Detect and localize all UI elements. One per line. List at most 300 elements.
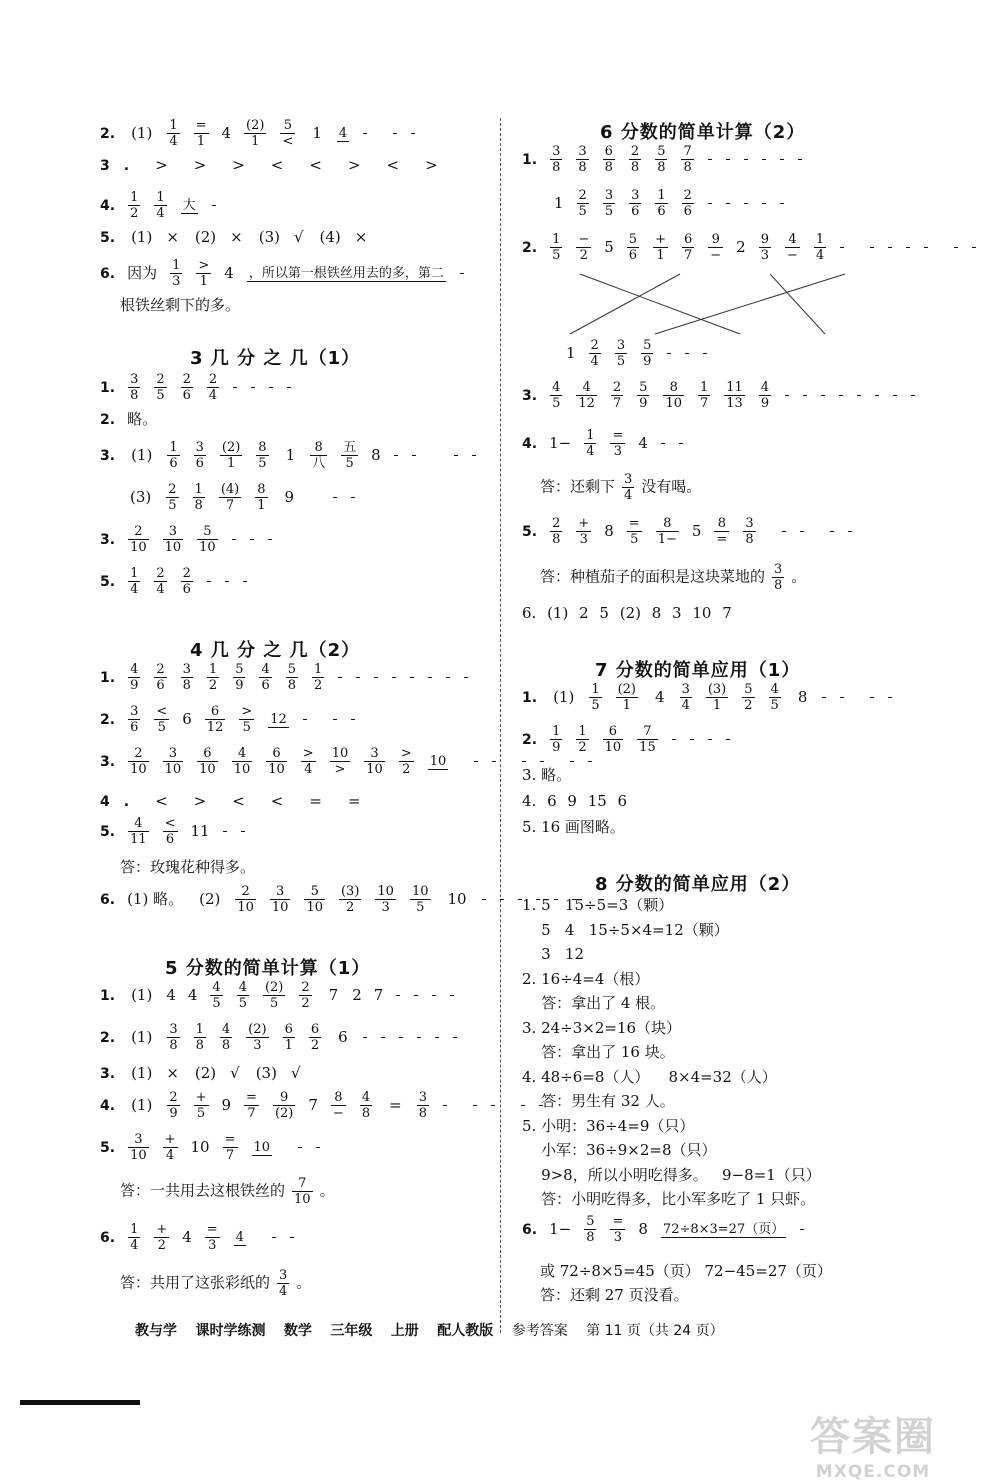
numerator	[454, 455, 458, 456]
numerator	[492, 761, 496, 762]
fraction	[252, 1140, 273, 1156]
denominator: 6	[261, 678, 270, 693]
part-label: (3)	[255, 1064, 277, 1082]
numerator	[703, 353, 707, 354]
answer-line	[100, 662, 475, 693]
fraction	[610, 428, 625, 459]
answer-token: ×	[354, 228, 368, 246]
answer-line	[548, 188, 791, 219]
footer-ref: 参考答案	[511, 1323, 568, 1339]
fraction	[570, 761, 574, 762]
fraction	[193, 482, 205, 513]
numerator	[685, 353, 689, 354]
matching-lines	[540, 272, 860, 342]
numerator	[840, 697, 844, 698]
fraction	[655, 188, 667, 219]
part-label: (1)	[131, 1027, 153, 1046]
numerator	[780, 159, 784, 160]
numerator: 2	[552, 516, 561, 531]
fraction	[685, 353, 689, 354]
question-number: 6.	[100, 891, 116, 908]
footer-volume: 上册	[390, 1323, 419, 1339]
answer-text: 答：男生有 32 人。	[522, 1092, 675, 1110]
numerator: >	[198, 258, 210, 273]
answer-token: >	[347, 156, 375, 174]
numerator	[839, 395, 843, 396]
fraction	[726, 739, 730, 740]
denominator: 6	[628, 248, 638, 263]
fraction	[446, 677, 450, 678]
denominator: 5	[258, 456, 267, 471]
numerator: 9	[273, 1090, 295, 1106]
numerator: 6	[205, 704, 226, 720]
fraction	[759, 380, 771, 411]
fraction	[762, 203, 766, 204]
numerator	[800, 1229, 804, 1230]
numerator: 7	[637, 724, 658, 740]
numerator	[911, 395, 915, 396]
fraction	[616, 682, 638, 713]
denominator: 4	[624, 488, 633, 503]
fraction	[724, 380, 745, 411]
denominator: 8	[130, 388, 139, 403]
fraction	[443, 1105, 447, 1106]
fraction	[399, 1037, 403, 1038]
fraction	[518, 899, 522, 900]
fraction	[785, 232, 800, 263]
denominator: 9	[643, 354, 652, 369]
answer-line	[100, 816, 252, 847]
denominator: 12	[578, 396, 595, 411]
numerator: 8	[331, 1090, 346, 1106]
numerator	[708, 739, 712, 740]
answer-token: ×	[166, 1064, 179, 1082]
section-title: 3 几 分 之 几（1）	[190, 348, 361, 369]
fraction	[364, 746, 385, 777]
fraction	[893, 395, 897, 396]
fraction	[822, 697, 826, 698]
fraction	[128, 1132, 149, 1163]
denominator: 2	[310, 1038, 320, 1053]
numerator: >	[400, 746, 412, 761]
denominator: 3	[381, 900, 390, 915]
denominator: 4	[590, 354, 599, 369]
part-label: 7	[328, 985, 339, 1004]
denominator: 7	[612, 396, 622, 411]
numerator	[399, 1037, 403, 1038]
denominator: 9	[639, 396, 648, 411]
fraction	[577, 188, 589, 219]
answer-token: 8	[604, 521, 614, 540]
denominator: 5	[168, 498, 177, 513]
numerator: 3	[195, 440, 204, 455]
fraction	[410, 884, 431, 915]
numerator: 6	[197, 746, 218, 762]
fraction	[870, 697, 874, 698]
numerator	[269, 387, 273, 388]
fraction	[232, 746, 253, 777]
fraction	[212, 205, 216, 206]
fraction	[428, 754, 449, 770]
numerator	[381, 1037, 385, 1038]
denominator: 5	[242, 720, 251, 735]
fraction	[576, 724, 588, 755]
fraction	[233, 662, 245, 693]
numerator	[351, 497, 355, 498]
numerator: 2	[630, 144, 640, 159]
denominator: 9	[130, 678, 139, 693]
answer-token: 2	[736, 237, 746, 256]
numerator	[207, 581, 211, 582]
numerator	[392, 677, 396, 678]
denominator: 2	[579, 248, 588, 263]
numerator: 10	[411, 884, 429, 899]
denominator: 10	[130, 762, 147, 777]
fraction	[243, 581, 247, 582]
denominator: 5	[578, 204, 587, 219]
fraction	[772, 562, 784, 593]
denominator: 6	[657, 204, 666, 219]
answer-text: 答：共用了这张彩纸的	[120, 1273, 271, 1292]
fraction	[250, 539, 254, 540]
answer-token: 1−	[549, 433, 572, 452]
fraction	[163, 524, 184, 555]
footer-page-number: 第 11 页（共 24 页）	[586, 1323, 724, 1339]
watermark-text: 答案圈	[810, 1414, 936, 1460]
denominator: 7	[683, 248, 693, 263]
denominator: 4	[304, 762, 313, 777]
footer-series: 课时学练测	[195, 1323, 266, 1339]
answer-line	[100, 156, 458, 175]
fraction	[690, 739, 694, 740]
denominator: 6	[182, 388, 191, 403]
fraction	[167, 1090, 179, 1121]
denominator: 10	[130, 540, 147, 555]
answer-text: 3. 24÷3×2=16（块）	[522, 1018, 682, 1037]
denominator: −	[710, 248, 722, 263]
denominator: <	[282, 134, 294, 149]
question-number: 1.	[522, 151, 538, 168]
numerator: 3	[681, 682, 690, 697]
denominator: 10	[237, 900, 254, 915]
answer-line	[100, 1222, 301, 1253]
denominator: 10	[604, 740, 622, 755]
numerator	[744, 159, 748, 160]
answer-text: 。	[296, 1273, 312, 1292]
denominator: 8	[169, 1038, 178, 1053]
numerator: +	[156, 1222, 168, 1237]
question-number: 2.	[522, 731, 538, 748]
fraction	[128, 816, 149, 847]
denominator: 6	[683, 204, 692, 219]
denominator: −	[332, 1106, 344, 1121]
numerator: 1	[194, 482, 203, 497]
numerator	[782, 531, 786, 532]
denominator: 4	[130, 1238, 139, 1253]
answer-token: 4	[182, 1227, 192, 1246]
numerator: 6	[310, 1022, 320, 1037]
denominator: 8	[182, 678, 191, 693]
denominator: 10	[366, 762, 383, 777]
numerator	[272, 1237, 276, 1238]
answer-sentence	[120, 1268, 311, 1299]
answer-line	[100, 566, 254, 597]
denominator: 6	[130, 720, 139, 735]
fraction	[627, 516, 642, 547]
denominator: 9	[552, 740, 561, 755]
fraction	[154, 566, 166, 597]
fraction	[128, 746, 149, 777]
denominator: 1	[199, 274, 208, 289]
fraction	[492, 761, 496, 762]
numerator	[303, 719, 307, 720]
numerator: 1	[578, 724, 587, 739]
fraction	[972, 247, 976, 248]
answer-line	[100, 440, 483, 471]
question-number: 5.	[100, 1139, 116, 1156]
numerator: 4	[130, 662, 139, 677]
part-label: (4)	[319, 228, 341, 246]
numerator	[679, 443, 683, 444]
fraction	[241, 831, 245, 832]
denominator: 5	[196, 1106, 206, 1121]
answer-line	[522, 516, 859, 547]
numerator: 3	[270, 884, 291, 900]
numerator	[435, 1037, 439, 1038]
numerator	[500, 899, 504, 900]
fraction	[454, 455, 458, 456]
answer-text: 5. 小明：36÷4=9（只）	[522, 1116, 695, 1135]
fraction	[154, 1222, 169, 1253]
denominator: 8	[578, 160, 587, 175]
denominator: 8	[745, 532, 754, 547]
answer-token: 7	[308, 1095, 318, 1114]
fraction	[656, 516, 679, 547]
numerator	[906, 247, 910, 248]
answer-line	[100, 980, 461, 1011]
fraction	[906, 247, 910, 248]
numerator	[443, 1105, 447, 1106]
fraction	[393, 133, 397, 134]
numerator	[803, 395, 807, 396]
fraction	[181, 662, 193, 693]
numerator: 2	[182, 372, 191, 387]
numerator	[708, 159, 712, 160]
answer-token: 8	[638, 1219, 648, 1238]
numerator: 2	[590, 338, 599, 353]
denominator: 4	[586, 444, 595, 459]
numerator	[450, 995, 454, 996]
answer-token: 略。	[127, 410, 158, 428]
question-number: 2.	[100, 1029, 116, 1046]
denominator: 6	[169, 456, 178, 471]
question-number: 4.	[100, 794, 144, 810]
denominator: 6	[195, 456, 204, 471]
numerator	[298, 1147, 302, 1148]
part-label: 1	[312, 123, 322, 142]
fraction	[272, 1237, 276, 1238]
fraction	[576, 380, 597, 411]
denominator: 10	[164, 540, 182, 555]
denominator: 8	[418, 1106, 427, 1121]
fraction	[128, 662, 140, 693]
fraction	[708, 159, 712, 160]
numerator: 4	[232, 746, 253, 762]
numerator	[411, 133, 415, 134]
question-number: 3.	[522, 387, 538, 404]
question-number: 6.	[100, 265, 116, 282]
numerator	[848, 531, 852, 532]
fraction	[303, 719, 307, 720]
fraction	[870, 247, 874, 248]
fraction	[154, 190, 166, 221]
fraction	[698, 380, 710, 411]
numerator	[412, 455, 416, 456]
answer-token: 7	[373, 985, 384, 1004]
part-label: (3)	[130, 487, 152, 506]
answer-line	[522, 682, 911, 713]
fraction	[759, 232, 771, 263]
numerator	[522, 761, 526, 762]
fraction	[629, 144, 641, 175]
numerator: 1	[314, 662, 323, 677]
question-number: 6.	[522, 1221, 538, 1238]
numerator	[356, 677, 360, 678]
fraction	[360, 1090, 372, 1121]
numerator	[857, 395, 861, 396]
section-title: 6 分数的简单计算（2）	[600, 122, 806, 143]
answer-token: 4	[638, 433, 648, 452]
denominator: 3	[172, 274, 181, 289]
denominator: 13	[726, 396, 743, 411]
numerator: 2	[683, 188, 692, 203]
fraction	[839, 395, 843, 396]
fraction	[273, 1090, 295, 1121]
numerator: 1	[156, 190, 165, 205]
denominator: 1	[251, 134, 260, 149]
numerator: 3	[128, 1132, 149, 1148]
numerator: 2	[169, 1090, 178, 1105]
numerator	[333, 497, 337, 498]
numerator: 2	[235, 884, 256, 900]
numerator	[744, 203, 748, 204]
answer-token: 1−	[549, 1219, 572, 1238]
numerator: 5	[744, 682, 753, 697]
numerator: 5	[628, 232, 638, 247]
answer-text: 4. 6 9 15 6	[522, 792, 628, 810]
numerator: 5	[197, 524, 218, 540]
fraction	[603, 144, 615, 175]
answer-text: 答：玫瑰花种得多。	[120, 858, 256, 876]
fraction	[410, 677, 414, 678]
numerator: >	[241, 704, 253, 719]
numerator: 1	[815, 232, 825, 247]
answer-line	[522, 428, 690, 459]
numerator	[363, 1037, 367, 1038]
denominator: 3	[253, 1038, 262, 1053]
answer-token: 4	[166, 985, 176, 1004]
numerator: 5	[280, 118, 295, 134]
part-label: 8	[797, 687, 808, 706]
answer-token: 11	[190, 821, 210, 840]
denominator: 2	[208, 678, 218, 693]
fraction	[680, 682, 692, 713]
numerator	[726, 159, 730, 160]
answer-token: >	[193, 156, 221, 174]
answer-line	[100, 884, 583, 915]
numerator: 10	[331, 746, 349, 761]
denominator: 7	[700, 396, 709, 411]
fraction	[798, 159, 802, 160]
fraction	[210, 980, 222, 1011]
fraction	[667, 353, 671, 354]
fraction	[473, 1105, 477, 1106]
fraction	[290, 1237, 294, 1238]
answer-text: 5. 16 画图略。	[522, 818, 625, 836]
fraction	[491, 1105, 495, 1106]
numerator: 3	[130, 372, 139, 387]
fraction	[197, 746, 218, 777]
fraction	[363, 133, 367, 134]
fraction	[310, 440, 327, 471]
numerator: 1	[130, 190, 139, 205]
question-number: 2.	[100, 125, 116, 142]
numerator: =	[612, 1214, 624, 1229]
denominator: 5	[212, 996, 221, 1011]
part-label: (1)	[131, 1064, 153, 1082]
fraction	[128, 524, 149, 555]
numerator: 3	[631, 188, 640, 203]
numerator: 2	[612, 380, 622, 395]
fraction	[637, 380, 649, 411]
fraction	[219, 482, 241, 513]
fraction	[181, 198, 198, 214]
denominator: 10	[199, 540, 216, 555]
fraction	[268, 712, 289, 728]
question-number: 3.	[100, 447, 116, 464]
numerator	[672, 739, 676, 740]
numerator: 3	[616, 338, 626, 353]
fraction	[330, 746, 351, 777]
denominator: 4	[165, 1148, 175, 1163]
fraction	[167, 440, 179, 471]
question-number: 6.	[100, 1229, 116, 1246]
fraction	[603, 724, 624, 755]
question-number: 5.	[100, 573, 116, 590]
fraction	[239, 704, 254, 735]
answer-token: 4	[224, 263, 234, 282]
fraction	[954, 247, 958, 248]
fraction	[399, 746, 414, 777]
numerator: 4	[261, 662, 270, 677]
denominator: 4	[130, 582, 139, 597]
fraction	[848, 531, 852, 532]
answer-line	[100, 1132, 327, 1163]
numerator: 3	[364, 746, 385, 762]
fraction	[197, 524, 218, 555]
numerator	[453, 1037, 457, 1038]
numerator	[374, 677, 378, 678]
fraction	[251, 387, 255, 388]
fraction	[304, 884, 325, 915]
fraction	[259, 662, 271, 693]
numerator	[785, 395, 789, 396]
match-line	[570, 274, 680, 334]
numerator: 1	[130, 566, 139, 581]
numerator	[690, 739, 694, 740]
numerator: 6	[284, 1022, 293, 1037]
answer-text: 4. 48÷6=8（人） 8×4=32（人）	[522, 1067, 777, 1086]
